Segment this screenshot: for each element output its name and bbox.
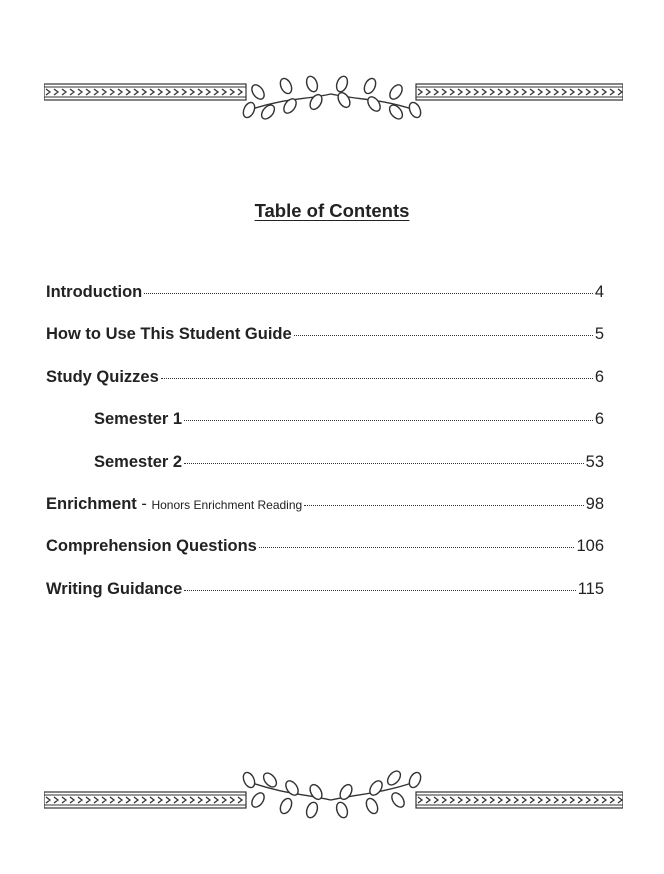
toc-row-writing-guidance[interactable]: [46, 580, 604, 622]
toc-row-study-quizzes[interactable]: [46, 368, 604, 410]
dot-leader: [294, 335, 593, 336]
laurel-vine-icon: [44, 764, 623, 824]
toc-page-number: 6: [594, 410, 604, 429]
toc-entry-label: Enrichment: [46, 494, 137, 513]
toc-row-semester-2[interactable]: [46, 453, 604, 495]
dot-leader: [184, 463, 584, 464]
toc-entry-label: Semester 2: [94, 452, 183, 471]
toc-entry-label: Comprehension Questions: [46, 537, 257, 556]
toc-row-introduction[interactable]: [46, 283, 604, 325]
toc-page-number: 53: [585, 452, 604, 471]
toc-page-number: 6: [594, 367, 604, 386]
toc-row-semester-1[interactable]: [46, 410, 604, 452]
dot-leader: [144, 293, 593, 294]
toc-page-number: 5: [594, 325, 604, 344]
table-of-contents: [46, 283, 604, 622]
bottom-ornament-divider: [44, 764, 623, 824]
toc-row-comprehension-questions[interactable]: [46, 537, 604, 579]
toc-entry-label: Introduction: [46, 283, 143, 301]
dot-leader: [259, 547, 575, 548]
page-title-text: Table of Contents: [254, 200, 410, 221]
toc-row-enrichment[interactable]: [46, 495, 604, 537]
toc-row-how-to-use[interactable]: [46, 325, 604, 367]
toc-page-number: 4: [594, 283, 604, 301]
dot-leader: [184, 590, 575, 591]
dot-leader: [184, 420, 593, 421]
toc-page-number: 98: [585, 494, 604, 513]
dot-leader: [161, 378, 593, 379]
toc-entry-label: Writing Guidance: [46, 579, 183, 598]
toc-entry-label: Study Quizzes: [46, 367, 159, 386]
toc-entry-label: How to Use This Student Guide: [46, 325, 292, 344]
toc-entry-sublabel: Honors Enrichment Reading: [151, 497, 303, 512]
laurel-vine-icon: [44, 70, 623, 130]
dot-leader: [304, 505, 583, 506]
toc-page-number: 115: [577, 579, 604, 598]
toc-entry-separator: -: [136, 494, 152, 513]
toc-entry-label: Semester 1: [94, 410, 183, 429]
toc-page-number: 106: [576, 537, 604, 556]
top-ornament-divider: [44, 70, 623, 130]
page-title: [0, 200, 664, 222]
